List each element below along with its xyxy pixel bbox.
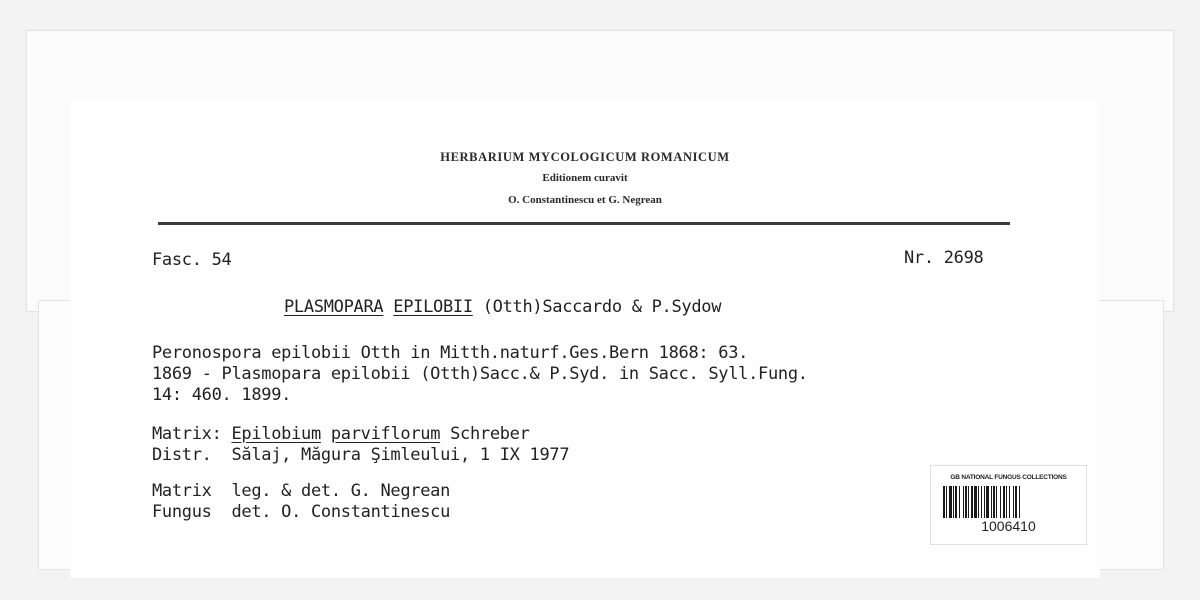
distribution-line: Distr. Sălaj, Măgura Şimleului, 1 IX 1977 xyxy=(152,445,570,465)
barcode-number: 1006410 xyxy=(981,518,1036,534)
species-authority: (Otth)Saccardo & P.Sydow xyxy=(482,297,722,317)
herbarium-subtitle: Editionem curavit xyxy=(542,172,628,184)
genus-name: PLASMOPARA xyxy=(284,297,384,317)
synonymy-line-1: Peronospora epilobii Otth in Mitth.naturf.Ges.Bern 1868: 63. xyxy=(152,343,749,363)
host-genus: Epilobium xyxy=(231,424,321,444)
host-author: Schreber xyxy=(450,424,530,444)
fungus-determiner-line: Fungus det. O. Constantinescu xyxy=(152,502,451,522)
synonymy-line-2: 1869 - Plasmopara epilobii (Otth)Sacc.& P.Syd. in Sacc. Syll.Fung. xyxy=(152,364,808,384)
barcode-label xyxy=(930,465,1087,545)
fascicle-number: Fasc. 54 xyxy=(152,250,232,270)
synonymy-line-3: 14: 460. 1899. xyxy=(152,385,292,405)
species-name-line xyxy=(284,297,721,318)
herbarium-title: HERBARIUM MYCOLOGICUM ROMANICUM xyxy=(440,150,730,164)
host-species: parviflorum xyxy=(330,424,441,444)
header-divider xyxy=(158,222,1010,225)
label-header xyxy=(290,148,880,208)
exsiccata-number: Nr. 2698 xyxy=(904,248,984,268)
matrix-label: Matrix: xyxy=(152,424,232,444)
species-epithet: EPILOBII xyxy=(393,297,473,317)
matrix-line xyxy=(152,424,530,445)
collector-line: Matrix leg. & det. G. Negrean xyxy=(152,481,451,501)
herbarium-editors: O. Constantinescu et G. Negrean xyxy=(508,194,662,206)
barcode-icon xyxy=(943,486,1074,518)
barcode-collection-name: GB NATIONAL FUNGUS COLLECTIONS xyxy=(950,474,1067,481)
